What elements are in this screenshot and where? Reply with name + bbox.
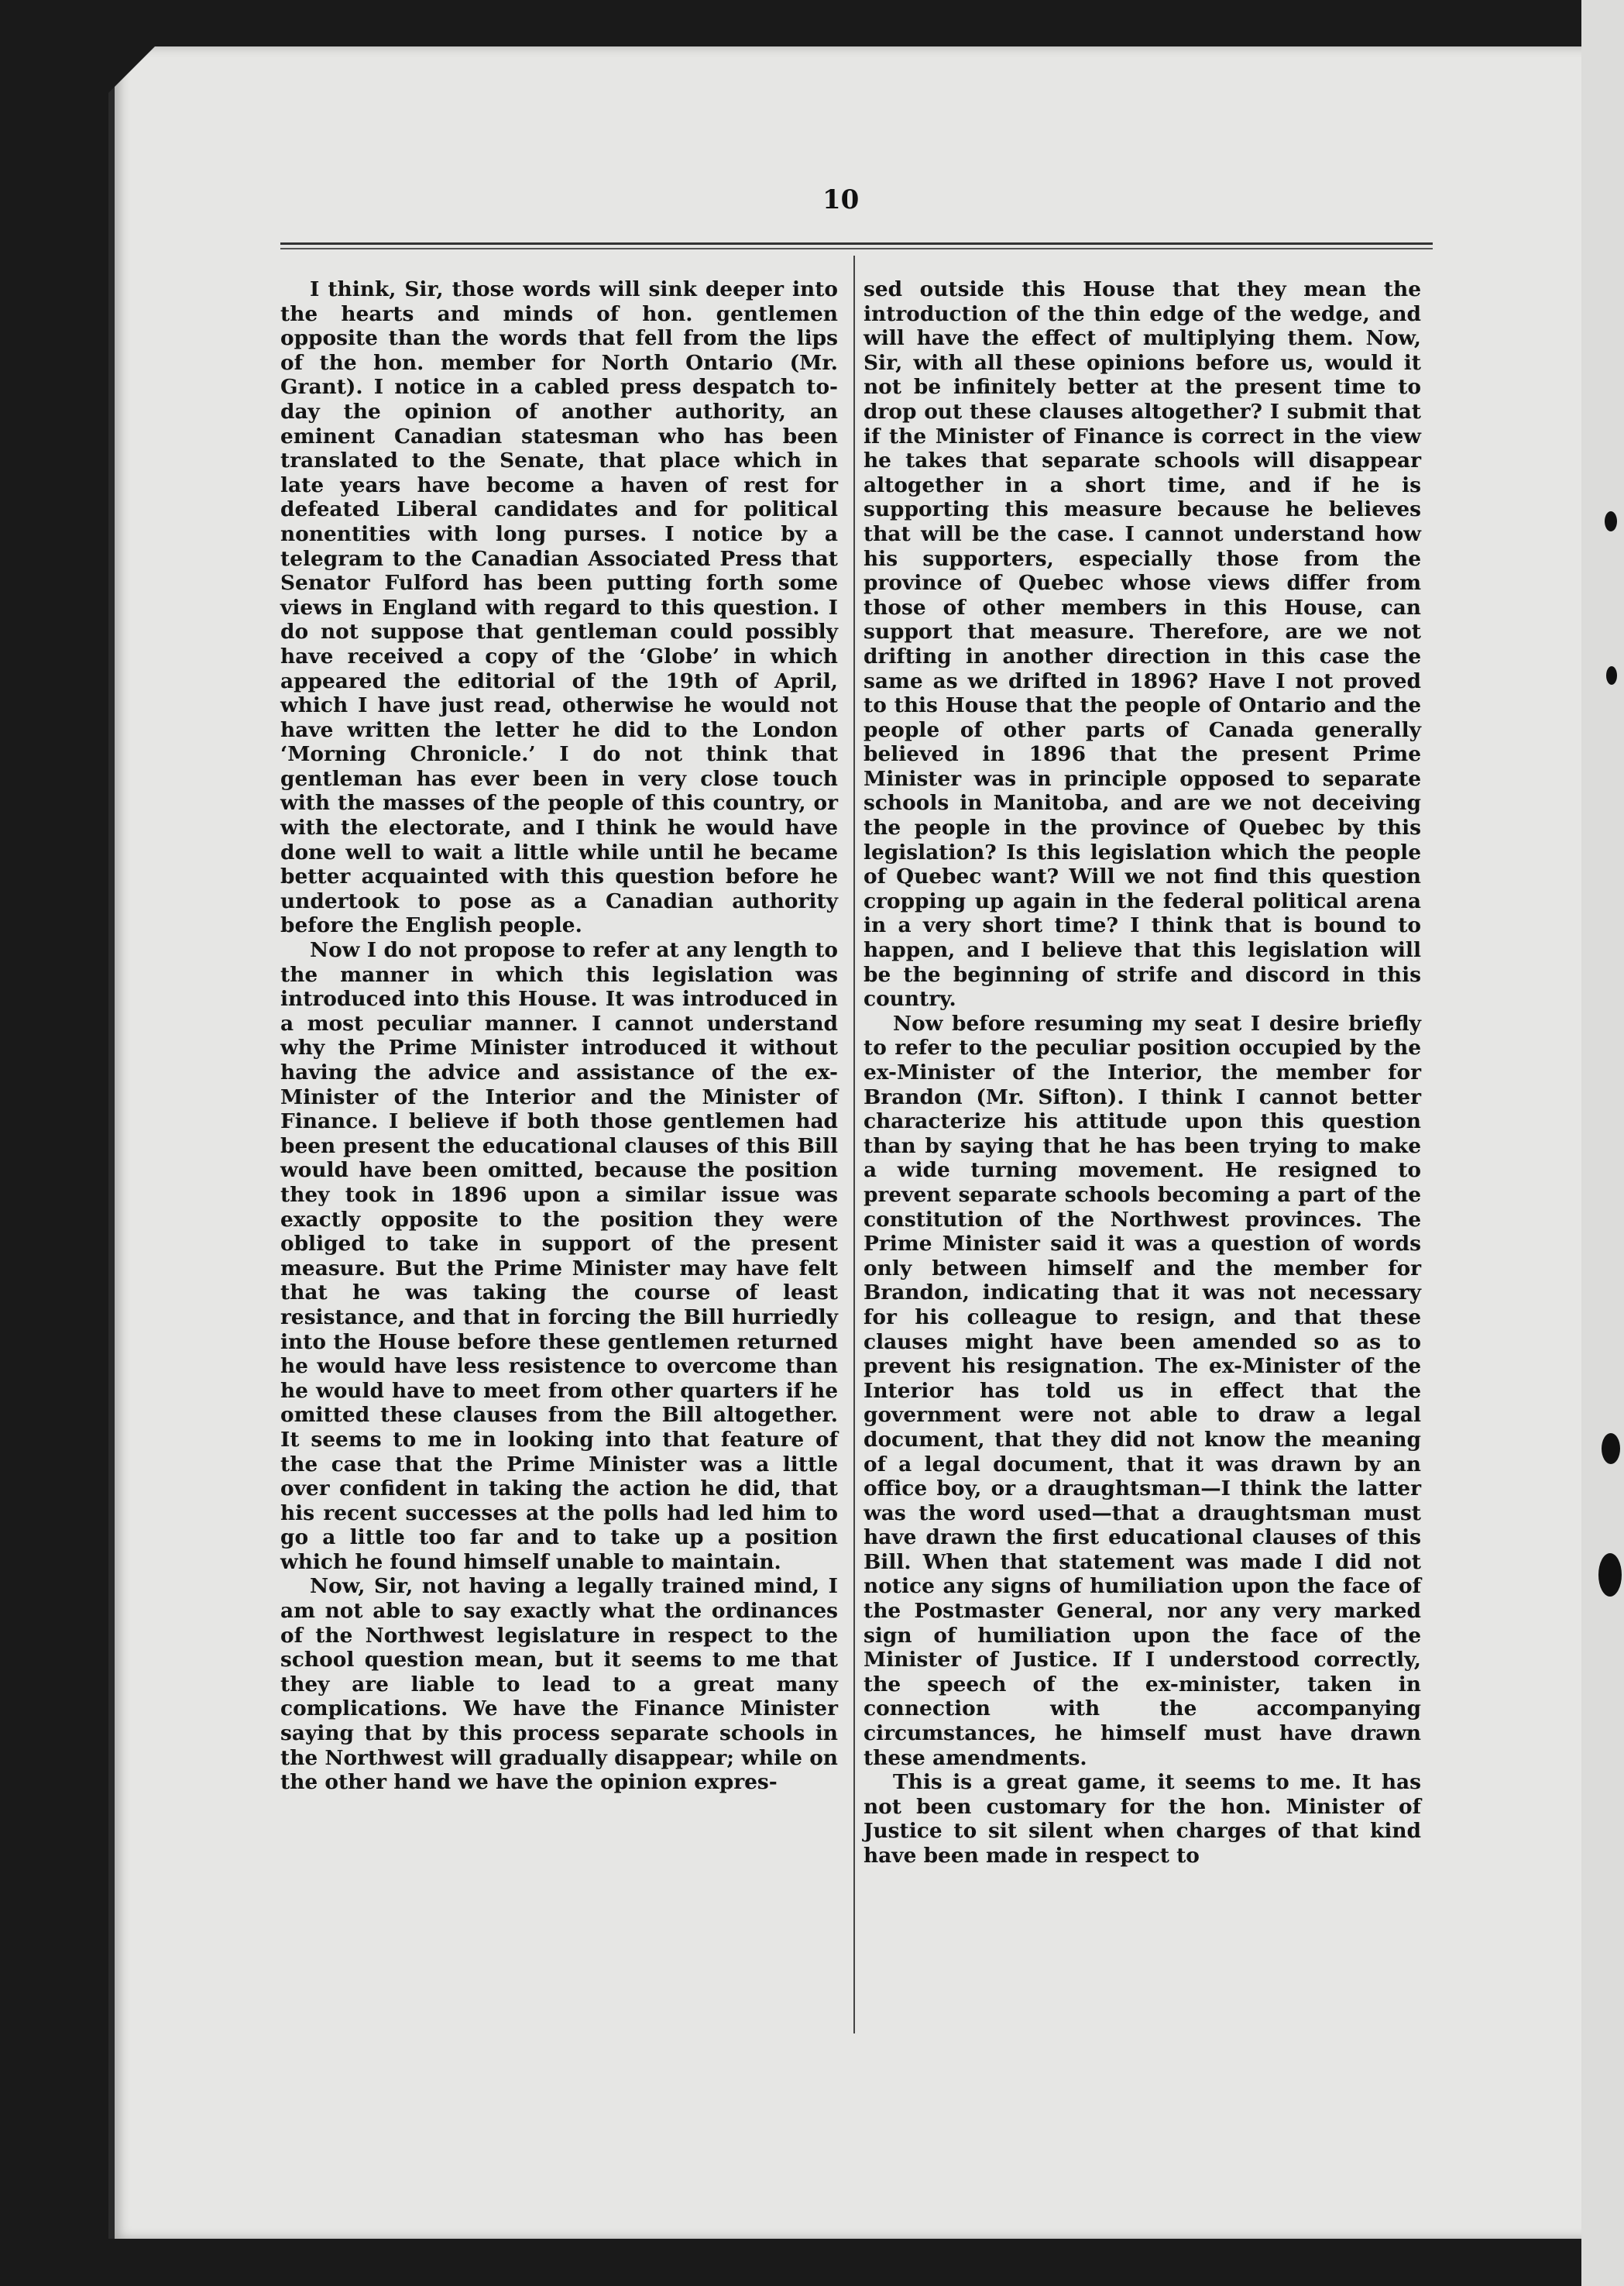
- header-rule: [280, 248, 1433, 249]
- edge-mark: [1605, 511, 1617, 531]
- page-number: 10: [822, 184, 860, 215]
- edge-mark: [1602, 1433, 1620, 1464]
- paragraph: sed outside this House that they mean the introduction of the thin edge of the wedge, and will have the effect of multiplying them. Now, Sir, with all these opinions before us, would it not be infinitely better at the present time to drop out these clauses altogether? I submit that if the Minister of Finance is correct in the view he takes that separate schools will disappear altogether in a short time, and if he is supporting this measure because he believes that will be the case. I cannot understand how his supporters, especially those from the province of Quebec whose views differ from those of other members in this House, can support that measure. Therefore, are we not drifting in another direction in this case the same as we drifted in 1896? Have I not proved to this House that the people of Ontario and the people of other parts of Canada generally believed in 1896 that the present Prime Minister was in principle opposed to separate schools in Manitoba, and are we not deceiving the people in the province of Quebec by this legislation? Is this legislation which the people of Quebec want? Will we not find this question cropping up again in the federal political arena in a very short time? I think that is bound to happen, and I believe that this legislation will be the beginning of strife and discord in this country.: [864, 277, 1421, 1012]
- edge-mark: [1606, 666, 1617, 685]
- folded-corner: [108, 46, 155, 93]
- left-column: [280, 277, 838, 1795]
- adjacent-page-edge: [1581, 0, 1624, 2286]
- paragraph: I think, Sir, those words will sink deeper into the hearts and minds of hon. gentlemen opposite than the words that fell from the lips of the hon. member for North Ontario (Mr. Grant). I notice in a cabled press despatch to-day the opinion of another authority, an eminent Canadian statesman who has been translated to the Senate, that place which in late years have become a haven of rest for defeated Liberal candidates and for political nonentities with long purses. I notice by a telegram to the Canadian Associated Press that Senator Fulford has been putting forth some views in England with regard to this question. I do not suppose that gentleman could possibly have received a copy of the ‘Globe’ in which appeared the editorial of the 19th of April, which I have just read, otherwise he would not have written the letter he did to the London ‘Morning Chronicle.’ I do not think that gentleman has ever been in very close touch with the masses of the people of this country, or with the electorate, and I think he would have done well to wait a little while until he became better acquainted with this question before he undertook to pose as a Canadian authority before the English people.: [280, 277, 838, 938]
- paragraph: Now, Sir, not having a legally trained mind, I am not able to say exactly what the ordinances of the Northwest legislature in respect to the school question mean, but it seems to me that they are liable to lead to a great many complications. We have the Finance Minister saying that by this process separate schools in the Northwest will gradually disappear; while on the other hand we have the opinion expres-: [280, 1574, 838, 1795]
- right-column: [864, 277, 1421, 1868]
- paragraph: Now I do not propose to refer at any length to the manner in which this legislation was introduced into this House. It was introduced in a most peculiar manner. I cannot understand why the Prime Minister introduced it without having the advice and assistance of the ex-Minister of the Interior and the Minister of Finance. I believe if both those gentlemen had been present the educational clauses of this Bill would have been omitted, because the position they took in 1896 upon a similar issue was exactly opposite to the position they were obliged to take in support of the present measure. But the Prime Minister may have felt that he was taking the course of least resistance, and that in forcing the Bill hurriedly into the House before these gentlemen returned he would have less resistence to overcome than he would have to meet from other quarters if he omitted these clauses from the Bill altogether. It seems to me in looking into that feature of the case that the Prime Minister was a little over confident in taking the action he did, that his recent successes at the polls had led him to go a little too far and to take up a position which he found himself unable to maintain.: [280, 938, 838, 1574]
- paragraph: Now before resuming my seat I desire briefly to refer to the peculiar position occupied by the ex-Minister of the Interior, the member for Brandon (Mr. Sifton). I think I cannot better characterize his attitude upon this question than by saying that he has been trying to make a wide turning movement. He resigned to prevent separate schools becoming a part of the constitution of the Northwest provinces. The Prime Minister said it was a question of words only between himself and the member for Brandon, indicating that it was not necessary for his colleague to resign, and that these clauses might have been amended so as to prevent his resignation. The ex-Minister of the Interior has told us in effect that the government were not able to draw a legal document, that they did not know the meaning of a legal document, that it was drawn by an office boy, or a draughtsman—I think the latter was the word used—that a draughtsman must have drawn the first educational clauses of this Bill. When that statement was made I did not notice any signs of humiliation upon the face of the Postmaster General, nor any very marked sign of humiliation upon the face of the Minister of Justice. If I understood correctly, the speech of the ex-minister, taken in connection with the accompanying circumstances, he himself must have drawn these amendments.: [864, 1011, 1421, 1770]
- edge-mark: [1598, 1553, 1622, 1597]
- column-divider: [853, 256, 855, 2033]
- header-rule: [280, 242, 1433, 245]
- paragraph: This is a great game, it seems to me. It has not been customary for the hon. Minister of Justice to sit silent when charges of that kind have been made in respect to: [864, 1770, 1421, 1868]
